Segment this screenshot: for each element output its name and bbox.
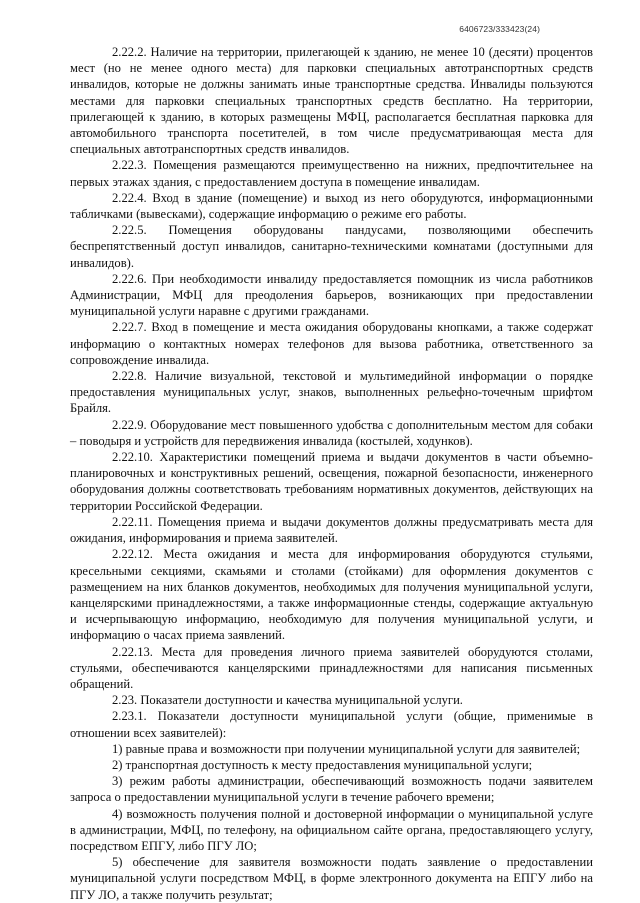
paragraph-2-22-13: 2.22.13. Места для проведения личного приема заявителей оборудуются столами, стульями, обеспечиваются канцелярскими принадлежностями для написания письменных обращений. [70, 644, 593, 691]
paragraph-2-22-3: 2.22.3. Помещения размещаются преимущественно на нижних, предпочтительнее на первых этажах здания, с предоставлением доступа в помещение инвалидам. [70, 158, 593, 189]
paragraph-2-22-8: 2.22.8. Наличие визуальной, текстовой и мультимедийной информации о порядке предоставления муниципальных услуг, знаков, выполненных рельефно-точечным шрифтом Брайля. [70, 369, 593, 416]
paragraph-2-22-6: 2.22.6. При необходимости инвалиду предоставляется помощник из числа работников Администрации, МФЦ для преодоления барьеров, возникающих при предоставлении муниципальной услуги наравне с другими гражданами. [70, 271, 593, 319]
paragraph-2-22-2: 2.22.2. Наличие на территории, прилегающей к зданию, не менее 10 (десяти) процентов мест (но не менее одного места) для парковки специальных автотранспортных средств инвалидов, которые не должны занимать иные транспортные средства. Инвалиды пользуются местами для парковки специальных транспортных средств бесплатно. На территории, прилегающей к зданию, в которых размещены МФЦ, располагается бесплатная парковка для автомобильного транспорта посетителей, в том числе предусматривающая места для специальных автотранспортных средств инвалидов. [70, 45, 593, 157]
paragraph-2-22-9: 2.22.9. Оборудование мест повышенного удобства с дополнительным местом для собаки – поводыря и устройств для передвижения инвалида (костылей, ходунков). [70, 417, 593, 448]
paragraph-2-22-7: 2.22.7. Вход в помещение и места ожидания оборудованы кнопками, а также содержат информацию о контактных номерах телефонов для вызова работника, ответственного за сопровождение инвалида. [70, 320, 593, 367]
list-item-4: 4) возможность получения полной и достоверной информации о муниципальной услуге в администрации, МФЦ, по телефону, на официальном сайте органа, предоставляющего услугу, посредством ЕПГУ, либо ПГУ ЛО; [70, 806, 593, 853]
paragraph-2-23-1: 2.23.1. Показатели доступности муниципальной услуги (общие, применимые в отношении всех заявителей): [70, 709, 593, 740]
section-2-23-heading: 2.23. Показатели доступности и качества муниципальной услуги. [112, 693, 463, 708]
paragraph-2-22-12: 2.22.12. Места ожидания и места для информирования оборудуются стульями, кресельными секциями, скамьями и столами (стойками) для оформления документов с размещением на них бланков документов, необходимых для получения муниципальной услуги, канцелярскими принадлежностями, а также информационные стенды, содержащие актуальную и исчерпывающую информацию, необходимую для получения муниципальной услуги, и информацию о часах приема заявлений. [70, 547, 593, 643]
paragraph-2-22-11: 2.22.11. Помещения приема и выдачи документов должны предусматривать места для ожидания, информирования и приема заявителей. [70, 514, 593, 546]
document-body [70, 44, 593, 903]
document-number: 6406723/333423(24) [459, 24, 540, 34]
list-item-3: 3) режим работы администрации, обеспечивающий возможность подачи заявителем запроса о предоставлении муниципальной услуги в течение рабочего времени; [70, 774, 593, 805]
paragraph-2-22-4: 2.22.4. Вход в здание (помещение) и выход из него оборудуются, информационными табличками (вывесками), содержащие информацию о режиме его работы. [70, 190, 593, 222]
list-item-5: 5) обеспечение для заявителя возможности подать заявление о предоставлении муниципальной услуги посредством МФЦ, в форме электронного документа на ЕПГУ либо на ПГУ ЛО, а также получить результат; [70, 855, 593, 902]
list-item-2: 2) транспортная доступность к месту предоставления муниципальной услуги; [112, 757, 533, 772]
paragraph-2-22-5: 2.22.5. Помещения оборудованы пандусами, позволяющими обеспечить беспрепятственный доступ инвалидов, санитарно-техническими комнатами (доступными для инвалидов). [70, 223, 593, 270]
list-item-1: 1) равные права и возможности при получении муниципальной услуги для заявителей; [112, 741, 581, 756]
paragraph-2-22-10: 2.22.10. Характеристики помещений приема и выдачи документов в части объемно-планировочных и конструктивных решений, освещения, пожарной безопасности, инженерного оборудования должны соответствовать требованиям нормативных документов, действующих на территории Российской Федерации. [70, 450, 593, 513]
